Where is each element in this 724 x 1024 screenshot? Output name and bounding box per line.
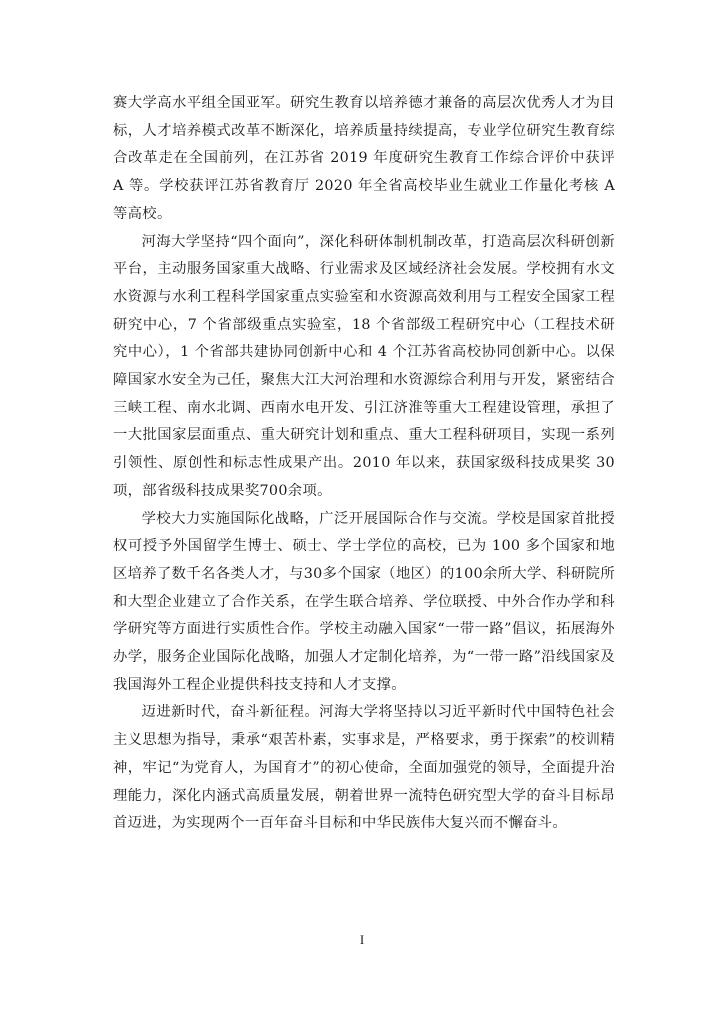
paragraph-3: 学校大力实施国际化战略，广泛开展国际合作与交流。学校是国家首批授权可授予外国留学生博士、硕士、学士学位的高校，已为 100 多个国家和地区培养了数千名各类人才，与30多个国家（地区）的100余所大学、科研院所和大型企业建立了合作关系，在学生联合培养、学位联授、中外合作办学和科学研究等方面进行实质性合作。学校主动融入国家“一带一路”倡议，拓展海外办学，服务企业国际化战略，加强人才定制化培养，为“一带一路”沿线国家及我国海外工程企业提供科技支持和人才支撑。 [113,510,615,693]
paragraph-4: 迈进新时代，奋斗新征程。河海大学将坚持以习近平新时代中国特色社会主义思想为指导，秉承“艰苦朴素，实事求是，严格要求，勇于探索”的校训精神，牢记“为党育人，为国育才”的初心使命，全面加强党的领导，全面提升治理能力，深化内涵式高质量发展，朝着世界一流特色研究型大学的奋斗目标昂首迈进，为实现两个一百年奋斗目标和中华民族伟大复兴而不懈奋斗。 [113,704,615,832]
paragraph-1: 赛大学高水平组全国亚军。研究生教育以培养德才兼备的高层次优秀人才为目标，人才培养模式改革不断深化，培养质量持续提高，专业学位研究生教育综合改革走在全国前列，在江苏省 2019 年度研究生教育工作综合评价中获评 A 等。学校获评江苏省教育厅 2020 年全省高校毕业生就业工作量化考核 A 等高校。 [113,95,615,222]
paragraph-2: 河海大学坚持“四个面向”，深化科研体制机制改革，打造高层次科研创新平台，主动服务国家重大战略、行业需求及区域经济社会发展。学校拥有水文水资源与水利工程科学国家重点实验室和水资源高效利用与工程安全国家工程研究中心，7 个省部级重点实验室，18 个省部级工程研究中心（工程技术研究中心），1 个省部共建协同创新中心和 4 个江苏省高校协同创新中心。以保障国家水安全为己任，聚焦大江大河治理和水资源综合利用与开发，紧密结合三峡工程、南水北调、西南水电开发、引江济淮等重大工程建设管理，承担了一大批国家层面重点、重大研究计划和重点、重大工程科研项目，实现一系列引领性、原创性和标志性成果产出。2010 年以来，获国家级科技成果奖 30 项，部省级科技成果奖700余项。 [113,233,615,499]
page-number: I [359,932,365,947]
document-body [113,90,615,838]
